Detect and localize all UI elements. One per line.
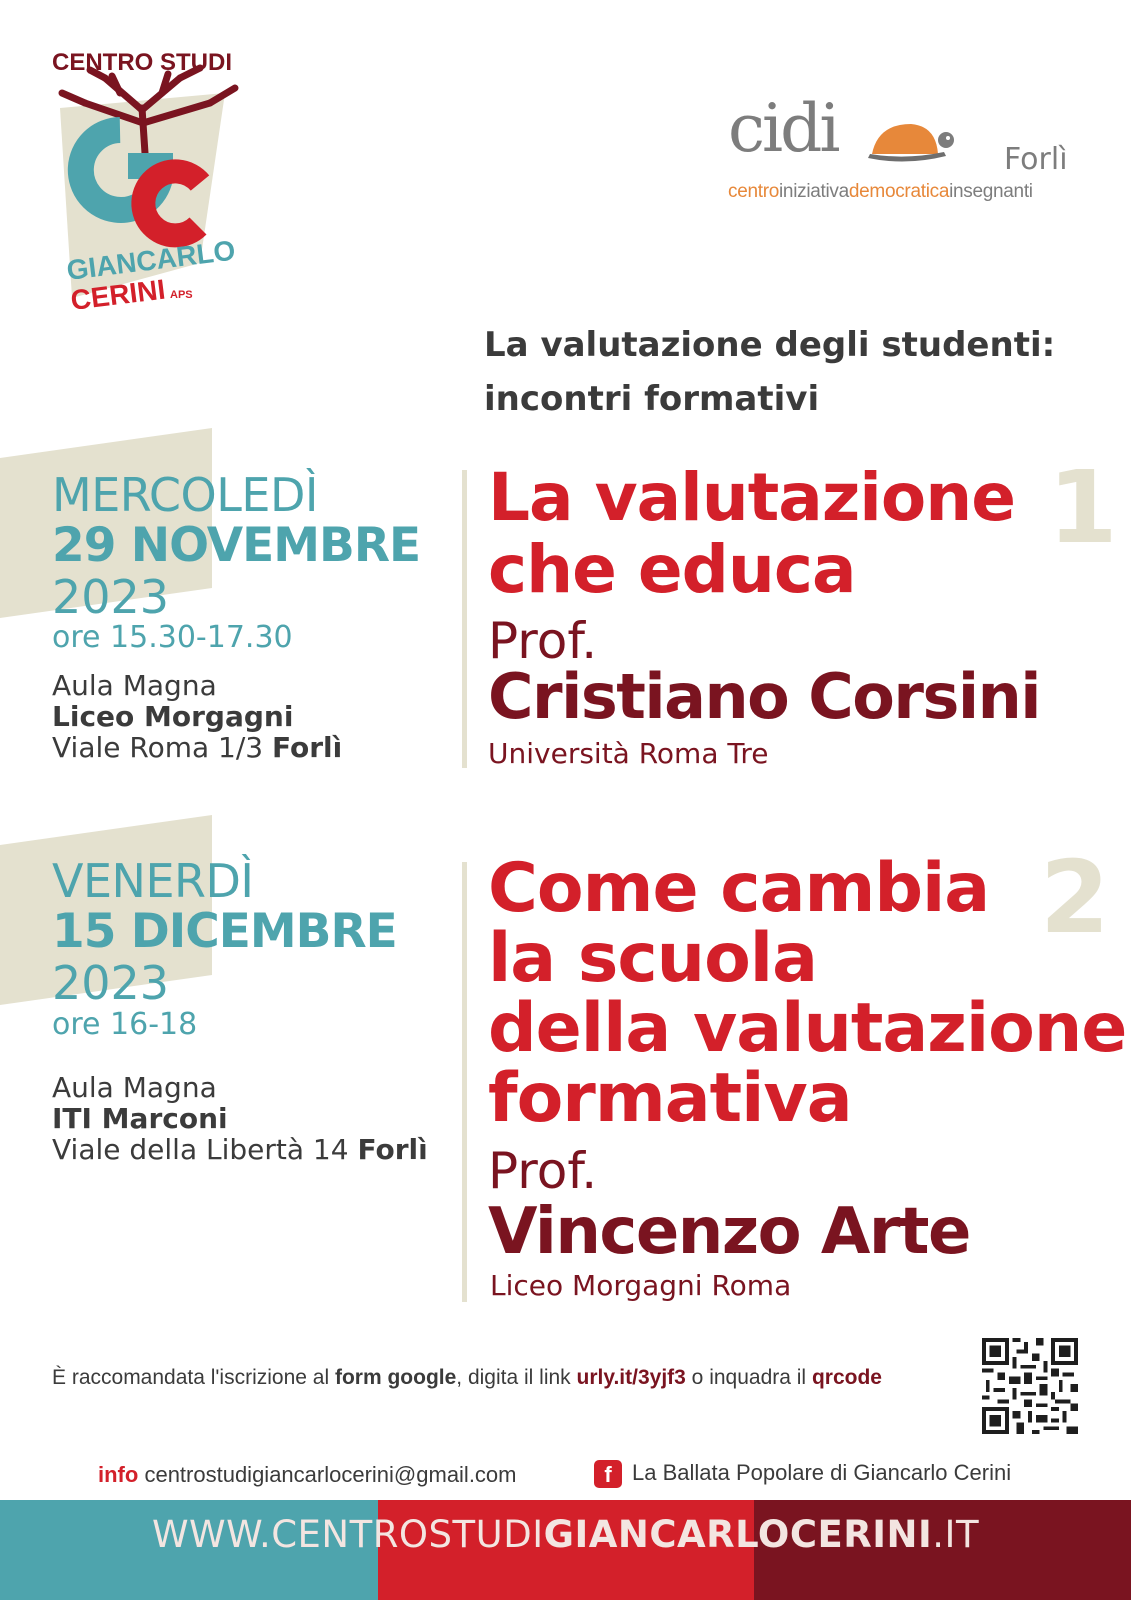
event-2-day: VENERDÌ [52,854,254,908]
event-2-number: 2 [1040,839,1110,956]
event-2-affiliation: Liceo Morgagni Roma [490,1269,792,1302]
intro-line-1: La valutazione degli studenti: [484,325,1056,365]
centro-studi-logo [50,48,250,328]
facebook-icon: f [594,1460,622,1488]
event-2-title: Come cambia la scuola della valutazione formativa [488,849,1127,1138]
aps-text: APS [170,289,193,301]
website-url[interactable]: WWW.CENTROSTUDIGIANCARLOCERINI.IT [151,1513,980,1556]
contact-email [98,1462,517,1488]
centro-studi-text: CENTRO STUDI [52,49,232,76]
cidi-word: cidi [728,90,838,167]
event-1-divider [462,470,467,768]
event-2-time: ore 16-18 [52,1007,198,1042]
event-1-venue: Aula Magna Liceo Morgagni Viale Roma 1/3 Forlì [52,669,343,764]
centro-studi-emblem [50,48,250,328]
event-1-day: MERCOLEDÌ [52,468,318,522]
event-1-affiliation: Università Roma Tre [488,737,769,770]
info-label: info [98,1462,139,1487]
event-1-year: 2023 [52,570,170,624]
registration-link[interactable]: urly.it/3yjf3 [576,1366,686,1389]
event-2-year: 2023 [52,956,170,1010]
facebook-page-name: La Ballata Popolare di Giancarlo Cerini [632,1460,1012,1485]
event-1-date: 29 NOVEMBRE [52,518,421,573]
cidi-logo [728,90,1078,216]
intro-title [484,318,1104,426]
event-1-number: 1 [1048,449,1118,566]
intro-line-2: incontri formativi [484,379,820,419]
event-1-prof: Prof. [488,612,598,670]
cidi-city: Forlì [1004,142,1068,177]
event-2-speaker: Vincenzo Arte [488,1195,970,1269]
email-link[interactable]: centrostudigiancarlocerini@gmail.com [144,1462,517,1487]
cidi-tagline: centroiniziativademocraticainsegnanti [728,181,1033,202]
event-2-prof: Prof. [488,1142,598,1200]
registration-text: È raccomandata l'iscrizione al form google, digita il link urly.it/3yjf3 o inquadra il qrcode [52,1366,882,1389]
event-1-title: La valutazione che educa [488,459,1015,608]
turtle-icon [866,114,956,166]
event-2-date: 15 DICEMBRE [52,904,397,959]
cerini-text: CERINI [68,273,167,316]
event-1-time: ore 15.30-17.30 [52,620,293,655]
event-1-speaker: Cristiano Corsini [488,660,1040,733]
giancarlo-text: GIANCARLO [64,234,238,286]
event-2-divider [462,862,467,1302]
form-google-label: form google [334,1366,457,1389]
facebook-contact[interactable] [594,1460,1011,1488]
footer-bar [0,1500,1131,1600]
event-2-venue: Aula Magna ITI Marconi Viale della Libertà 14 Forlì [52,1071,428,1166]
qr-code-icon[interactable] [982,1338,1078,1434]
